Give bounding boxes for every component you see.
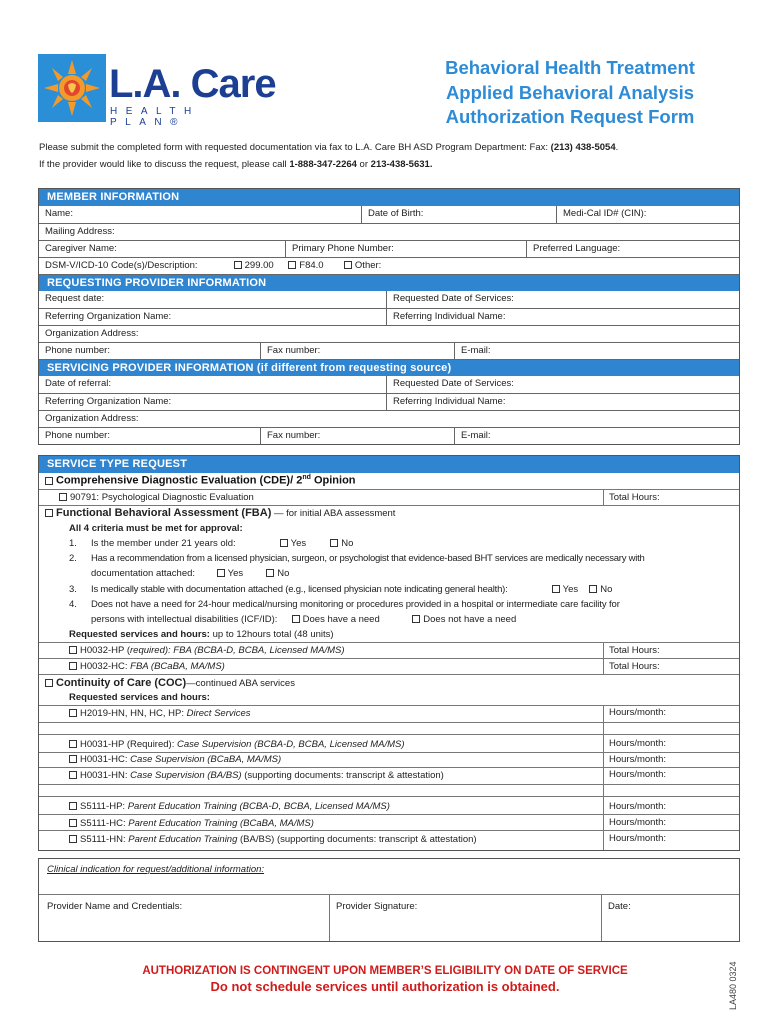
referring-individual-field[interactable]: Referring Individual Name: [386, 394, 739, 410]
phone-field[interactable]: Phone number: [45, 345, 110, 356]
description: Case Supervision (BCBA-D, BCBA, Licensed MA/MS) [176, 739, 405, 750]
code: H0032-HC: [80, 661, 131, 672]
does-have-need-label: Does have a need [302, 614, 380, 625]
criterion-4-cont [91, 614, 516, 625]
table-row [39, 342, 739, 359]
description: Parent Education Training [128, 834, 238, 845]
preferred-language-field[interactable]: Preferred Language: [526, 241, 739, 257]
description: Parent Education Training (BCBA-D, BCBA, Licensed MA/MS) [127, 801, 390, 812]
yes-label: Yes [562, 584, 579, 595]
coc-option[interactable] [45, 677, 295, 689]
code: H0031-HP (Required): [80, 739, 177, 750]
checkbox-other[interactable] [344, 261, 352, 269]
no-checkbox[interactable] [330, 539, 338, 547]
fax-field[interactable]: Fax number: [260, 428, 454, 444]
table-row [39, 223, 739, 240]
no-label: No [341, 538, 354, 549]
medical-id-field[interactable]: Medi-Cal ID# (CIN): [556, 206, 739, 223]
description: Case Supervision (BCaBA, MA/MS) [130, 754, 282, 765]
hours-month-field[interactable]: Hours/month: [609, 707, 667, 718]
name-field[interactable]: Name: [45, 208, 73, 219]
note: (supporting documents: transcript & attestation) [241, 770, 444, 781]
h0032-hc-checkbox[interactable] [69, 662, 77, 670]
code-label: Other: [354, 260, 382, 271]
hours-month-field[interactable]: Hours/month: [609, 817, 667, 828]
does-not-have-need-label: Does not have a need [423, 614, 517, 625]
h0031-hn-checkbox[interactable] [69, 771, 77, 779]
fax-field[interactable]: Fax number: [260, 343, 454, 359]
no-checkbox[interactable] [589, 585, 597, 593]
criterion-1: 1. Is the member under 21 years old: Yes No [69, 538, 354, 549]
does-not-have-need-checkbox[interactable] [412, 615, 420, 623]
h0032-hp-checkbox[interactable] [69, 646, 77, 654]
total-hours-field[interactable]: Total Hours: [609, 661, 660, 672]
yes-checkbox[interactable] [552, 585, 560, 593]
coc-checkbox[interactable] [45, 679, 53, 687]
table-row [39, 410, 739, 427]
no-checkbox[interactable] [266, 569, 274, 577]
service-type-heading: SERVICE TYPE REQUEST [39, 456, 739, 473]
s5111-hp-checkbox[interactable] [69, 802, 77, 810]
checkbox-299[interactable] [234, 261, 242, 269]
cde-sup: nd [302, 474, 311, 481]
h0031-hp-checkbox[interactable] [69, 740, 77, 748]
provider-info-table [38, 188, 740, 445]
requested-services-label: Requested services and hours: [69, 692, 210, 703]
fax-number: (213) 438-5054 [550, 142, 616, 153]
item-label: 90791: Psychological Diagnostic Evaluation [70, 492, 254, 503]
title-line: Behavioral Health Treatment [445, 57, 695, 78]
h2019-item[interactable] [69, 708, 251, 719]
criterion-text: Is medically stable with documentation attached (e.g., licensed physician note indicating general health): [91, 584, 508, 595]
h0031-hp-item[interactable] [69, 739, 405, 750]
description: Direct Services [186, 708, 251, 719]
h0031-hc-checkbox[interactable] [69, 755, 77, 763]
caregiver-name-field[interactable]: Caregiver Name: [45, 243, 117, 254]
requested-hours-label: Requested services and hours: [69, 629, 210, 640]
requested-service-date-field[interactable]: Requested Date of Services: [386, 291, 739, 308]
criteria-heading: All 4 criteria must be met for approval: [69, 523, 243, 534]
criterion-4: 4. Does not have a need for 24-hour medical/nursing monitoring or procedures provided in a hospital or intermediate care facility for [69, 599, 620, 610]
table-row [39, 308, 739, 325]
referring-individual-field[interactable]: Referring Individual Name: [386, 309, 739, 325]
service-type-section [38, 455, 740, 851]
la-care-logo [36, 52, 276, 132]
logo-wordmark: L.A. Care [109, 62, 276, 106]
total-hours-field[interactable]: Total Hours: [609, 492, 660, 503]
criterion-2-cont [91, 568, 289, 579]
cde-option[interactable] [45, 474, 356, 487]
hours-month-field[interactable]: Hours/month: [609, 738, 667, 749]
code: H0031-HC: [80, 754, 131, 765]
description: Parent Education Training (BCaBA, MA/MS) [128, 818, 314, 829]
org-address-field[interactable]: Organization Address: [45, 413, 139, 424]
fba-title: Functional Behavioral Assessment (FBA) [56, 507, 272, 519]
requested-hours-line [69, 629, 334, 640]
yes-checkbox[interactable] [217, 569, 225, 577]
code: S5111-HC: [80, 818, 129, 829]
eligibility-notice: AUTHORIZATION IS CONTINGENT UPON MEMBER’S ELIGIBILITY ON DATE OF SERVICE [142, 965, 628, 977]
table-row [39, 240, 739, 257]
code: S5111-HP: [80, 801, 128, 812]
dsm-codes-row [39, 258, 739, 274]
code: S5111-HN: [80, 834, 129, 845]
cde-item-90791[interactable] [59, 492, 254, 503]
table-row [39, 427, 739, 444]
note: (BA/BS) (supporting documents: transcript & attestation) [237, 834, 477, 845]
dob-field[interactable]: Date of Birth: [361, 206, 556, 223]
email-field[interactable]: E-mail: [454, 428, 739, 444]
checkbox-f84[interactable] [288, 261, 296, 269]
does-have-need-checkbox[interactable] [292, 615, 300, 623]
date-field[interactable]: Date: [608, 901, 631, 912]
fba-note: — for initial ABA assessment [271, 508, 396, 519]
code-label: F84.0 [299, 260, 324, 271]
table-row [39, 206, 739, 223]
intro-line-2 [39, 159, 739, 170]
cde-checkbox[interactable] [45, 477, 53, 485]
hours-month-field[interactable]: Hours/month: [609, 754, 667, 765]
title-line: Authorization Request Form [445, 106, 695, 127]
required-label: required [130, 645, 165, 656]
or-text: or [356, 159, 371, 170]
primary-phone-field[interactable]: Primary Phone Number: [285, 241, 526, 257]
phone-number: 213-438-5631. [370, 159, 433, 170]
checkbox-90791[interactable] [59, 493, 67, 501]
code: H0031-HN: [80, 770, 131, 781]
h0032-hp-item[interactable] [69, 645, 345, 656]
yes-checkbox[interactable] [280, 539, 288, 547]
phone-field[interactable]: Phone number: [45, 430, 110, 441]
s5111-hn-checkbox[interactable] [69, 835, 77, 843]
h2019-checkbox[interactable] [69, 709, 77, 717]
sun-logo-icon [36, 52, 108, 124]
criterion-text: Has a recommendation from a licensed physician, surgeon, or psychologist that evidence-based BHT services are medically necessary with [91, 553, 645, 564]
criterion-text: Is the member under 21 years old: [91, 538, 236, 549]
signature-section [38, 858, 740, 942]
criterion-2: 2. Has a recommendation from a licensed physician, surgeon, or psychologist that evidence-based BHT services are medically necessary with [69, 553, 645, 564]
fba-option[interactable] [45, 507, 395, 519]
description: FBA (BCaBA, MA/MS) [130, 661, 225, 672]
s5111-hc-item[interactable] [69, 818, 314, 829]
h0031-hn-item[interactable] [69, 770, 444, 781]
table-row [39, 257, 739, 274]
intro-line-1: Please submit the completed form with requested documentation via fax to L.A. Care BH ASD Program Department: Fax: (213) 438-5054. [39, 142, 619, 153]
logo-subtitle: HEALTH PLAN® [110, 106, 200, 128]
s5111-hc-checkbox[interactable] [69, 819, 77, 827]
provider-name-field[interactable]: Provider Name and Credentials: [47, 901, 183, 912]
intro-text: Please submit the completed form with requested documentation via fax to L.A. Care BH ASD Program Department: Fax: [39, 142, 551, 153]
code: H2019-HN, HN, HC, HP: [80, 708, 187, 719]
hours-month-field[interactable]: Hours/month: [609, 801, 667, 812]
criterion-3: 3. Is medically stable with documentation attached (e.g., licensed physician note indicating general health): Yes No [69, 584, 613, 595]
table-row [39, 291, 739, 308]
code-label: 299.00 [244, 260, 274, 271]
h0032-hc-item[interactable] [69, 661, 225, 672]
description: ): FBA (BCBA-D, BCBA, Licensed MA/MS) [164, 645, 345, 656]
hours-month-field[interactable]: Hours/month: [609, 769, 667, 780]
provider-signature-field[interactable]: Provider Signature: [336, 901, 418, 912]
criterion-text: persons with intellectual disabilities (ICF/ID): [91, 614, 278, 625]
schedule-warning: Do not schedule services until authorization is obtained. [210, 979, 560, 994]
org-address-field[interactable]: Organization Address: [45, 328, 139, 339]
intro-text: If the provider would like to discuss the request, please call [39, 159, 290, 170]
email-field[interactable]: E-mail: [454, 343, 739, 359]
form-code: LA480 0324 [728, 961, 738, 1010]
yes-label: Yes [290, 538, 307, 549]
requested-service-date-field[interactable]: Requested Date of Services: [386, 376, 739, 393]
requesting-provider-heading: REQUESTING PROVIDER INFORMATION [39, 274, 739, 291]
hours-month-field[interactable]: Hours/month: [609, 833, 667, 844]
table-row [39, 376, 739, 393]
servicing-provider-heading: SERVICING PROVIDER INFORMATION (if different from requesting source) [39, 359, 739, 376]
table-row [39, 325, 739, 342]
yes-label: Yes [227, 568, 244, 579]
cde-title: Comprehensive Diagnostic Evaluation (CDE)/ 2 [56, 474, 303, 487]
mailing-address-field[interactable]: Mailing Address: [45, 226, 115, 237]
phone-number: 1-888-347-2264 [289, 159, 357, 170]
total-hours-field[interactable]: Total Hours: [609, 645, 660, 656]
h0031-hc-item[interactable] [69, 754, 281, 765]
dsm-label: DSM-V/ICD-10 Code(s)/Description: [45, 260, 198, 271]
criterion-text: Does not have a need for 24-hour medical/nursing monitoring or procedures provided in a hospital or intermediate care facility for [91, 599, 620, 610]
description: Case Supervision (BA/BS) [130, 770, 242, 781]
clinical-indication-field[interactable]: Clinical indication for request/additional information: [47, 864, 265, 875]
member-info-heading: MEMBER INFORMATION [39, 189, 739, 206]
table-row [39, 393, 739, 410]
title-line: Applied Behavioral Analysis [445, 81, 695, 103]
no-label: No [277, 568, 290, 579]
code: H0032-HP ( [80, 645, 130, 656]
form-title [420, 56, 720, 130]
fba-checkbox[interactable] [45, 509, 53, 517]
coc-title: Continuity of Care (COC) [56, 677, 187, 689]
no-label: No [600, 584, 613, 595]
coc-note: —continued ABA services [186, 678, 295, 689]
s5111-hp-item[interactable] [69, 801, 390, 812]
criterion-text: documentation attached: [91, 568, 196, 579]
referral-date-field[interactable]: Date of referral: [45, 378, 111, 389]
requested-hours-value: up to 12hours total (48 units) [209, 629, 334, 640]
request-date-field[interactable]: Request date: [45, 293, 105, 304]
referring-org-field[interactable]: Referring Organization Name: [45, 311, 172, 322]
referring-org-field[interactable]: Referring Organization Name: [45, 396, 172, 407]
s5111-hn-item[interactable] [69, 834, 477, 845]
cde-title-tail: Opinion [310, 474, 356, 487]
